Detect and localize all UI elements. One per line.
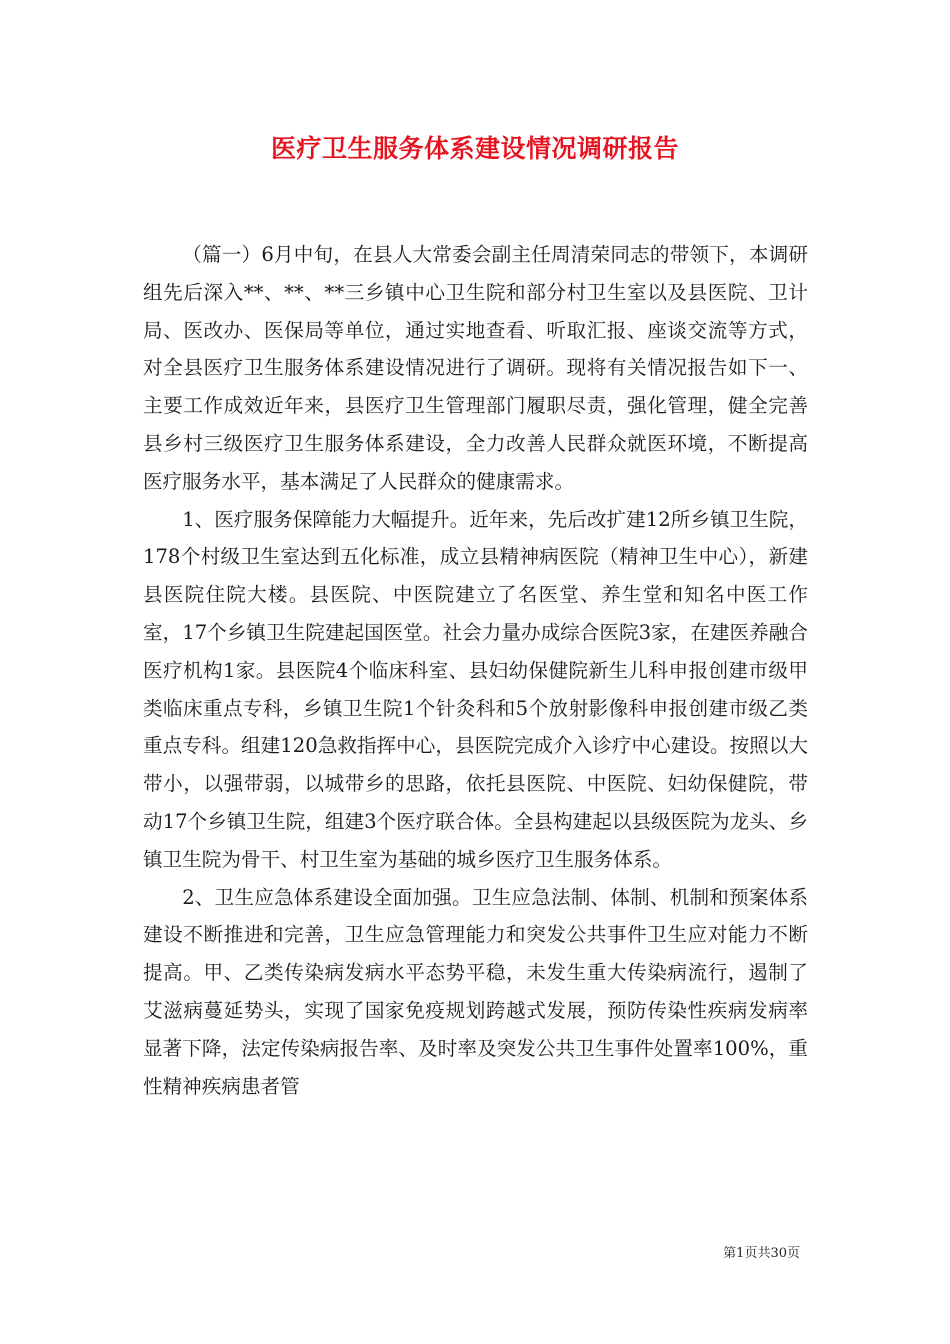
document-body [143, 236, 808, 1105]
document-title: 医疗卫生服务体系建设情况调研报告 [270, 134, 679, 163]
paragraph-intro: （篇一）6月中旬，在县人大常委会副主任周清荣同志的带领下，本调研组先后深入**、**、**三乡镇中心卫生院和部分村卫生室以及县医院、卫计局、医改办、医保局等单位，通过实地查看、听取汇报、座谈交流等方式，对全县医疗卫生服务体系建设情况进行了调研。现将有关情况报告如下一、主要工作成效近年来，县医疗卫生管理部门履职尽责，强化管理，健全完善县乡村三级医疗卫生服务体系建设，全力改善人民群众就医环境，不断提高医疗服务水平，基本满足了人民群众的健康需求。 [143, 243, 808, 493]
paragraph-section-2: 2、卫生应急体系建设全面加强。卫生应急法制、体制、机制和预案体系建设不断推进和完善，卫生应急管理能力和突发公共事件卫生应对能力不断提高。甲、乙类传染病发病水平态势平稳，未发生重大传染病流行，遏制了艾滋病蔓延势头，实现了国家免疫规划跨越式发展，预防传染性疾病发病率显著下降，法定传染病报告率、及时率及突发公共卫生事件处置率100%，重性精神疾病患者管 [143, 885, 808, 1098]
paragraph-section-1: 1、医疗服务保障能力大幅提升。近年来，先后改扩建12所乡镇卫生院，178个村级卫生室达到五化标准，成立县精神病医院（精神卫生中心），新建县医院住院大楼。县医院、中医院建立了名医堂、养生堂和知名中医工作室，17个乡镇卫生院建起国医堂。社会力量办成综合医院3家，在建医养融合医疗机构1家。县医院4个临床科室、县妇幼保健院新生儿科申报创建市级甲类临床重点专科，乡镇卫生院1个针灸科和5个放射影像科申报创建市级乙类重点专科。组建120急救指挥中心，县医院完成介入诊疗中心建设。按照以大带小，以强带弱，以城带乡的思路，依托县医院、中医院、妇幼保健院，带动17个乡镇卫生院，组建3个医疗联合体。全县构建起以县级医院为龙头、乡镇卫生院为骨干、村卫生室为基础的城乡医疗卫生服务体系。 [143, 507, 808, 871]
page-number-footer: 第1页共30页 [723, 1246, 800, 1261]
